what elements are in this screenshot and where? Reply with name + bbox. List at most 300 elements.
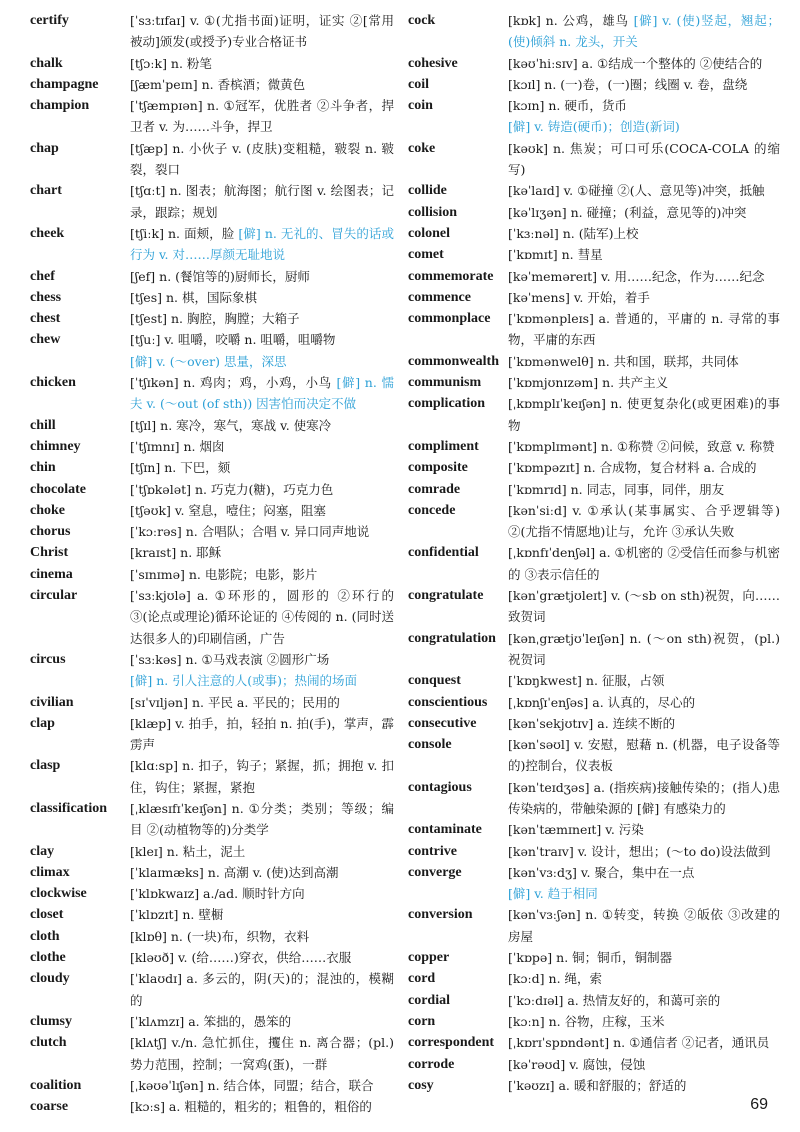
definition-line	[508, 53, 780, 74]
definition-text: [kənˌgrætjʊˈleɪʃən] n. (～on sth)祝贺，(pl.) 祝贺词	[508, 630, 780, 667]
definition	[508, 180, 780, 201]
definition-text: [ˈklʌmzɪ] a. 笨拙的，愚笨的	[130, 1013, 292, 1029]
dictionary-entry	[408, 53, 780, 74]
definition	[508, 585, 780, 628]
definition-line	[130, 266, 394, 287]
definition-line	[130, 457, 394, 478]
definition-text: [tʃiːk] n. 面颊，脸	[130, 225, 239, 241]
definition-text: [klɑːsp] n. 扣子，钩子；紧握，抓；拥抱 v. 扣住，钩住；紧握，紧抱	[130, 758, 394, 795]
dictionary-entry	[408, 138, 780, 181]
definition	[130, 649, 394, 692]
definition-text: [tʃæp] n. 小伙子 v. (皮肤)变粗糙，皲裂 n. 皲裂，裂口	[130, 140, 394, 178]
definition-line	[130, 351, 394, 372]
dictionary-entry	[408, 479, 780, 500]
definition-line	[130, 1032, 394, 1075]
dictionary-entry	[408, 95, 780, 138]
definition-line	[130, 542, 394, 563]
definition-line	[130, 755, 394, 798]
definition-line	[508, 479, 780, 500]
headword: chimney	[30, 438, 81, 454]
dictionary-entry	[30, 521, 394, 542]
definition-line	[130, 308, 394, 329]
definition	[130, 266, 394, 287]
dictionary-entry	[30, 947, 394, 968]
dictionary-entry	[30, 95, 394, 138]
definition-line	[508, 542, 780, 585]
definition-text: [ˌkɒnfɪˈdenʃəl] a. ①机密的 ②受信任而参与机密的 ③表示信任的	[508, 545, 780, 582]
headword: consecutive	[408, 715, 477, 731]
rare-usage-note: [僻] n. 引人注意的人(或事)；热闹的场面	[130, 673, 357, 689]
definition-line	[130, 798, 394, 841]
definition	[130, 223, 394, 266]
definition-line	[130, 585, 394, 649]
dictionary-entry	[30, 883, 394, 904]
definition-line	[508, 585, 780, 628]
dictionary-entry	[30, 1075, 394, 1096]
dictionary-entry	[30, 968, 394, 1011]
definition-line	[130, 904, 394, 925]
headword: Christ	[30, 545, 69, 561]
definition	[508, 841, 780, 862]
definition	[130, 138, 394, 181]
headword: cordial	[408, 992, 450, 1008]
definition-line	[508, 223, 780, 244]
definition-text: [kənˈtæmɪneɪt] v. 污染	[508, 822, 644, 838]
definition-text: [kənˈteɪdʒəs] a. (指疾病)接触传染的；(指人)患传染病的，带触染源的 [僻] 有感染力的	[508, 779, 780, 816]
headword: commonwealth	[408, 353, 499, 369]
definition-line	[508, 862, 780, 883]
headword: cock	[408, 13, 436, 28]
definition-text: [kleɪ] n. 粘土，泥土	[130, 843, 246, 859]
headword: closet	[30, 907, 64, 923]
headword: cohesive	[408, 55, 458, 71]
headword: cosy	[408, 1077, 434, 1093]
definition-line	[130, 926, 394, 947]
definition	[130, 862, 394, 883]
definition-text: [ˈkɜːnəl] n. (陆军)上校	[508, 225, 639, 241]
definition-text: [ˈkɒmənpleɪs] a. 普通的，平庸的 n. 寻常的事物，平庸的东西	[508, 311, 780, 348]
definition-text: [kəʊˈhiːsɪv] a. ①结成一个整体的 ②使结合的	[508, 55, 763, 71]
definition	[508, 819, 780, 840]
definition-line	[508, 968, 780, 989]
definition-line	[508, 457, 780, 478]
definition-text: [ˈkɒmpəzɪt] n. 合成物，复合材料 a. 合成的	[508, 460, 757, 476]
definition	[508, 542, 780, 585]
definition	[508, 223, 780, 244]
definition-line	[130, 1075, 394, 1096]
definition-line	[130, 287, 394, 308]
definition-line	[130, 862, 394, 883]
headword: chorus	[30, 524, 71, 540]
dictionary-entry	[30, 180, 394, 223]
definition	[508, 734, 780, 777]
dictionary-entry	[408, 1075, 780, 1096]
definition-line	[508, 436, 780, 457]
headword: chef	[30, 268, 55, 284]
headword: coke	[408, 140, 436, 156]
definition	[508, 308, 780, 351]
definition-line	[130, 692, 394, 713]
definition	[130, 436, 394, 457]
definition	[130, 500, 394, 521]
definition-line	[130, 883, 394, 904]
definition-line	[508, 308, 780, 351]
dictionary-entry	[408, 351, 780, 372]
dictionary-entry	[30, 904, 394, 925]
definition	[508, 1032, 780, 1053]
definition-line	[130, 521, 394, 542]
definition-text: [kɔɪl] n. (一)卷，(一)圈；线圈 v. 卷，盘绕	[508, 76, 748, 92]
dictionary-entry	[408, 585, 780, 628]
definition-text: [ˈtʃɒkələt] n. 巧克力(糖)，巧克力色	[130, 481, 334, 497]
dictionary-entry	[30, 138, 394, 181]
definition-text: [tʃes] n. 棋，国际象棋	[130, 289, 257, 305]
definition-text: [kəˈmeməreɪt] v. 用……纪念，作为……纪念	[508, 268, 765, 284]
definition-text: [kənˈsiːd] v. ①承认(某事属实、合乎逻辑等) ②(尤指不情愿地)让与，允许 ③承认失败	[508, 502, 780, 540]
definition-line	[130, 180, 394, 223]
dictionary-entry	[408, 457, 780, 478]
definition-line	[508, 393, 780, 436]
headword: climax	[30, 864, 70, 880]
definition	[508, 968, 780, 989]
definition-text: [klʌtʃ] v./n. 急忙抓住，攫住 n. 离合器；(pl.) 势力范围，控制；一窝鸡(蛋)，一群	[130, 1035, 394, 1072]
definition	[130, 10, 394, 53]
definition	[130, 308, 394, 329]
dictionary-entry	[408, 1054, 780, 1075]
left-column	[30, 10, 394, 1117]
dictionary-entry	[30, 649, 394, 692]
dictionary-entry	[30, 692, 394, 713]
definition-line	[130, 947, 394, 968]
definition-text: [kɒk] n. 公鸡，雄鸟	[508, 13, 634, 28]
dictionary-entry	[30, 457, 394, 478]
headword: compliment	[408, 438, 479, 454]
headword: cloth	[30, 928, 60, 944]
definition	[508, 74, 780, 95]
headword: chew	[30, 332, 61, 348]
definition	[130, 1032, 394, 1075]
headword: copper	[408, 950, 450, 966]
definition-text: [kəˈrəʊd] v. 腐蚀，侵蚀	[508, 1056, 646, 1072]
dictionary-entry	[408, 734, 780, 777]
definition-text: [tʃəʊk] v. 窒息，噎住；闷塞，阻塞	[130, 502, 326, 518]
definition-line	[508, 841, 780, 862]
definition-text: [ˈsɜːtɪfaɪ] v. ①(尤指书面)证明，证实 ②[常用被动]颁发(或授予)专业合格证书	[130, 13, 394, 50]
definition-line	[130, 713, 394, 756]
definition	[130, 287, 394, 308]
definition-line	[508, 1032, 780, 1053]
definition-text: [kəʊk] n. 焦炭；可口可乐(COCA-COLA 的缩写)	[508, 140, 780, 178]
dictionary-entry	[30, 564, 394, 585]
dictionary-entry	[408, 393, 780, 436]
definition-line	[508, 692, 780, 713]
definition-text: [tʃɔːk] n. 粉笔	[130, 55, 212, 71]
dictionary-entry	[30, 1032, 394, 1075]
definition-line	[508, 1075, 780, 1096]
dictionary-entry	[408, 244, 780, 265]
definition-text: [ˈkəʊzɪ] a. 暖和舒服的；舒适的	[508, 1077, 687, 1093]
definition-line	[508, 351, 780, 372]
definition	[130, 798, 394, 841]
definition-text: [ˌkɒrɪˈspɒndənt] n. ①通信者 ②记者，通讯员	[508, 1035, 770, 1051]
definition-line	[508, 670, 780, 691]
definition-text: [ˈtʃæmpɪən] n. ①冠军，优胜者 ②斗争者，捍卫者 v. 为……斗争，捍卫	[130, 98, 394, 135]
definition	[508, 713, 780, 734]
headword: colonel	[408, 225, 450, 241]
definition-text: [kɔːn] n. 谷物，庄稼，玉米	[508, 1013, 665, 1029]
definition	[130, 1075, 394, 1096]
definition	[508, 95, 780, 138]
headword: coalition	[30, 1077, 82, 1093]
headword: composite	[408, 460, 468, 476]
definition	[508, 500, 780, 543]
dictionary-entry	[408, 819, 780, 840]
definition	[508, 947, 780, 968]
dictionary-entry	[408, 10, 780, 53]
dictionary-entry	[30, 841, 394, 862]
definition-line	[508, 628, 780, 671]
definition-text: [ˈkɒŋkwest] n. 征服，占领	[508, 673, 665, 689]
headword: correspondent	[408, 1035, 495, 1051]
dictionary-entry	[408, 904, 780, 947]
headword: chin	[30, 460, 56, 476]
dictionary-entry	[408, 777, 780, 820]
definition	[130, 713, 394, 756]
right-column	[408, 10, 780, 1096]
dictionary-entry	[408, 628, 780, 671]
definition	[130, 947, 394, 968]
definition-line	[508, 287, 780, 308]
definition-text: [kənˈvɜːdʒ] v. 聚合，集中在一点	[508, 864, 695, 880]
definition-text: [tʃuː] v. 咀嚼，咬嚼 n. 咀嚼，咀嚼物	[130, 332, 336, 348]
definition-text: [ˈkɒmrɪd] n. 同志，同事，同伴，朋友	[508, 481, 725, 497]
definition-text: [kənˈsəʊl] v. 安慰，慰藉 n. (机器，电子设备等的)控制台，仪表板	[508, 737, 780, 774]
definition-line	[130, 95, 394, 138]
headword: chalk	[30, 55, 63, 71]
definition	[508, 670, 780, 691]
dictionary-entry	[30, 713, 394, 756]
dictionary-entry	[408, 1011, 780, 1032]
definition-text: [ˈtʃɪmnɪ] n. 烟囱	[130, 438, 225, 454]
headword: circular	[30, 588, 78, 604]
headword: congratulate	[408, 588, 484, 604]
definition	[130, 564, 394, 585]
definition-line	[508, 500, 780, 543]
rare-usage-note: [僻] v. 趋于相同	[508, 886, 598, 902]
headword: congratulation	[408, 630, 496, 646]
definition-line	[508, 1054, 780, 1075]
dictionary-entry	[30, 10, 394, 53]
rare-usage-note: [僻] n. 无礼的、冒失的话或行为 v. 对……厚颜无耻地说	[130, 225, 394, 263]
definition-text: [kɔɪn] n. 硬币，货币	[508, 98, 627, 114]
definition	[130, 521, 394, 542]
definition-line	[508, 372, 780, 393]
definition	[508, 862, 780, 905]
dictionary-entry	[408, 862, 780, 905]
definition-text: [ʃef] n. (餐馆等的)厨师长，厨师	[130, 268, 310, 284]
headword: console	[408, 737, 452, 753]
definition-text: [ˈkɔːdɪəl] a. 热情友好的，和蔼可亲的	[508, 992, 721, 1008]
definition-text: [ˈtʃɪkən] n. 鸡肉；鸡，小鸡，小鸟	[130, 375, 337, 391]
dictionary-entry	[30, 500, 394, 521]
definition	[508, 202, 780, 223]
headword: clap	[30, 715, 55, 731]
definition-text: [kənˈgrætjʊleɪt] v. (～sb on sth)祝贺，向……致贺词	[508, 588, 780, 625]
headword: conversion	[408, 907, 473, 923]
headword: converge	[408, 864, 462, 880]
definition	[508, 10, 780, 53]
definition-text: [ˈkɒmənwelθ] n. 共和国，联邦，共同体	[508, 353, 739, 369]
definition	[130, 883, 394, 904]
definition	[130, 968, 394, 1011]
dictionary-entry	[30, 415, 394, 436]
dictionary-entry	[408, 542, 780, 585]
dictionary-entry	[408, 223, 780, 244]
headword: champion	[30, 98, 90, 114]
headword: cinema	[30, 566, 73, 582]
definition-line	[130, 479, 394, 500]
dictionary-entry	[408, 841, 780, 862]
definition-line	[130, 372, 394, 415]
definition-text: [ˌkɒnʃɪˈenʃəs] a. 认真的，尽心的	[508, 694, 696, 710]
definition-text: [kəˈlɪʒən] n. 碰撞；(利益，意见等的)冲突	[508, 204, 747, 220]
headword: chest	[30, 311, 61, 327]
definition-line	[508, 990, 780, 1011]
headword: contagious	[408, 779, 472, 795]
definition	[508, 777, 780, 820]
definition-text: [kɔːs] a. 粗糙的，粗劣的；粗鲁的，粗俗的	[130, 1099, 372, 1115]
definition	[130, 841, 394, 862]
definition-line	[508, 947, 780, 968]
dictionary-entry	[30, 436, 394, 457]
dictionary-entry	[30, 542, 394, 563]
definition-text: [ˌkɒmplɪˈkeɪʃən] n. 使更复杂化(或更困难)的事物	[508, 396, 780, 433]
dictionary-entry	[30, 74, 394, 95]
definition-text: [kləʊð] v. (给……)穿衣，供给……衣服	[130, 950, 352, 966]
definition-line	[130, 649, 394, 670]
definition	[130, 180, 394, 223]
dictionary-entry	[408, 308, 780, 351]
definition-line	[130, 968, 394, 1011]
dictionary-entry	[408, 692, 780, 713]
definition	[508, 351, 780, 372]
headword: corn	[408, 1013, 436, 1029]
dictionary-entry	[408, 990, 780, 1011]
headword: complication	[408, 396, 485, 412]
dictionary-entry	[30, 479, 394, 500]
definition	[508, 904, 780, 947]
dictionary-entry	[408, 968, 780, 989]
definition-text: [kraɪst] n. 耶稣	[130, 545, 222, 561]
definition-line	[508, 244, 780, 265]
definition-line	[130, 53, 394, 74]
headword: clay	[30, 843, 55, 859]
definition-line	[508, 202, 780, 223]
definition	[508, 1054, 780, 1075]
definition-text: [kənˈsekjʊtɪv] a. 连续不断的	[508, 715, 676, 731]
definition-text: [ˈsɪnɪmə] n. 电影院；电影，影片	[130, 566, 318, 582]
definition	[130, 372, 394, 415]
dictionary-entry	[30, 862, 394, 883]
definition-line	[508, 713, 780, 734]
dictionary-entry	[30, 329, 394, 372]
definition-line	[508, 10, 780, 53]
dictionary-entry	[30, 266, 394, 287]
definition-text: [ˈkɒmplɪmənt] n. ①称赞 ②问候，致意 v. 称赞	[508, 438, 775, 454]
dictionary-entry	[30, 585, 394, 649]
definition-text: [kəˈlaɪd] v. ①碰撞 ②(人、意见等)冲突，抵触	[508, 183, 765, 199]
definition	[508, 287, 780, 308]
definition-text: [kɔːd] n. 绳，索	[508, 971, 603, 987]
definition-line	[508, 883, 780, 904]
definition-text: [kənˈvɜːʃən] n. ①转变，转换 ②皈依 ③改建的房屋	[508, 907, 780, 944]
dictionary-entry	[408, 947, 780, 968]
headword: clothe	[30, 950, 66, 966]
headword: coil	[408, 76, 429, 92]
definition-line	[508, 180, 780, 201]
headword: conscientious	[408, 694, 488, 710]
dictionary-entry	[30, 1096, 394, 1117]
headword: clasp	[30, 758, 61, 774]
headword: chess	[30, 289, 62, 305]
definition-text: [ˈsɜːkjʊlə] a. ①环形的，圆形的 ②环行的 ③(论点或理论)循环论证的 ④传阅的 n. (同时送达很多人的)印刷信函，广告	[130, 588, 394, 646]
definition-text: [ˈklɒkwaɪz] a./ad. 顺时针方向	[130, 886, 305, 902]
definition	[508, 53, 780, 74]
definition-line	[130, 223, 394, 266]
definition	[130, 329, 394, 372]
headword: champagne	[30, 76, 99, 92]
definition-text: [tʃest] n. 胸腔，胸膛；大箱子	[130, 311, 300, 327]
dictionary-entry	[30, 372, 394, 415]
headword: cord	[408, 971, 436, 987]
dictionary-entry	[408, 180, 780, 201]
dictionary-entry	[408, 713, 780, 734]
dictionary-entry	[408, 287, 780, 308]
definition-line	[130, 1096, 394, 1117]
headword: civilian	[30, 694, 74, 710]
definition-line	[130, 841, 394, 862]
headword: commemorate	[408, 268, 494, 284]
definition-line	[130, 74, 394, 95]
definition-text: [klæp] v. 拍手，拍，轻拍 n. 拍(手)，掌声，霹雳声	[130, 715, 394, 753]
definition	[130, 53, 394, 74]
definition	[508, 436, 780, 457]
dictionary-entry	[408, 1032, 780, 1053]
definition	[508, 1075, 780, 1096]
headword: collide	[408, 183, 447, 199]
headword: chicken	[30, 375, 76, 391]
definition-text: [ˈkɔːrəs] n. 合唱队；合唱 v. 异口同声地说	[130, 524, 370, 540]
definition	[508, 266, 780, 287]
definition-line	[508, 138, 780, 181]
dictionary-entry	[408, 266, 780, 287]
headword: contaminate	[408, 822, 482, 838]
definition-line	[130, 415, 394, 436]
definition	[130, 755, 394, 798]
headword: coarse	[30, 1099, 69, 1115]
headword: choke	[30, 502, 65, 518]
definition-line	[130, 329, 394, 350]
rare-usage-note: [僻] v. (～over) 思量，深思	[130, 353, 287, 369]
dictionary-entry	[30, 223, 394, 266]
headword: classification	[30, 800, 107, 816]
dictionary-entry	[30, 1011, 394, 1032]
definition-text: [ˌkəʊəˈlɪʃən] n. 结合体，同盟；结合，联合	[130, 1077, 374, 1093]
definition-line	[508, 904, 780, 947]
dictionary-entry	[408, 74, 780, 95]
headword: clutch	[30, 1035, 67, 1051]
definition-line	[508, 266, 780, 287]
